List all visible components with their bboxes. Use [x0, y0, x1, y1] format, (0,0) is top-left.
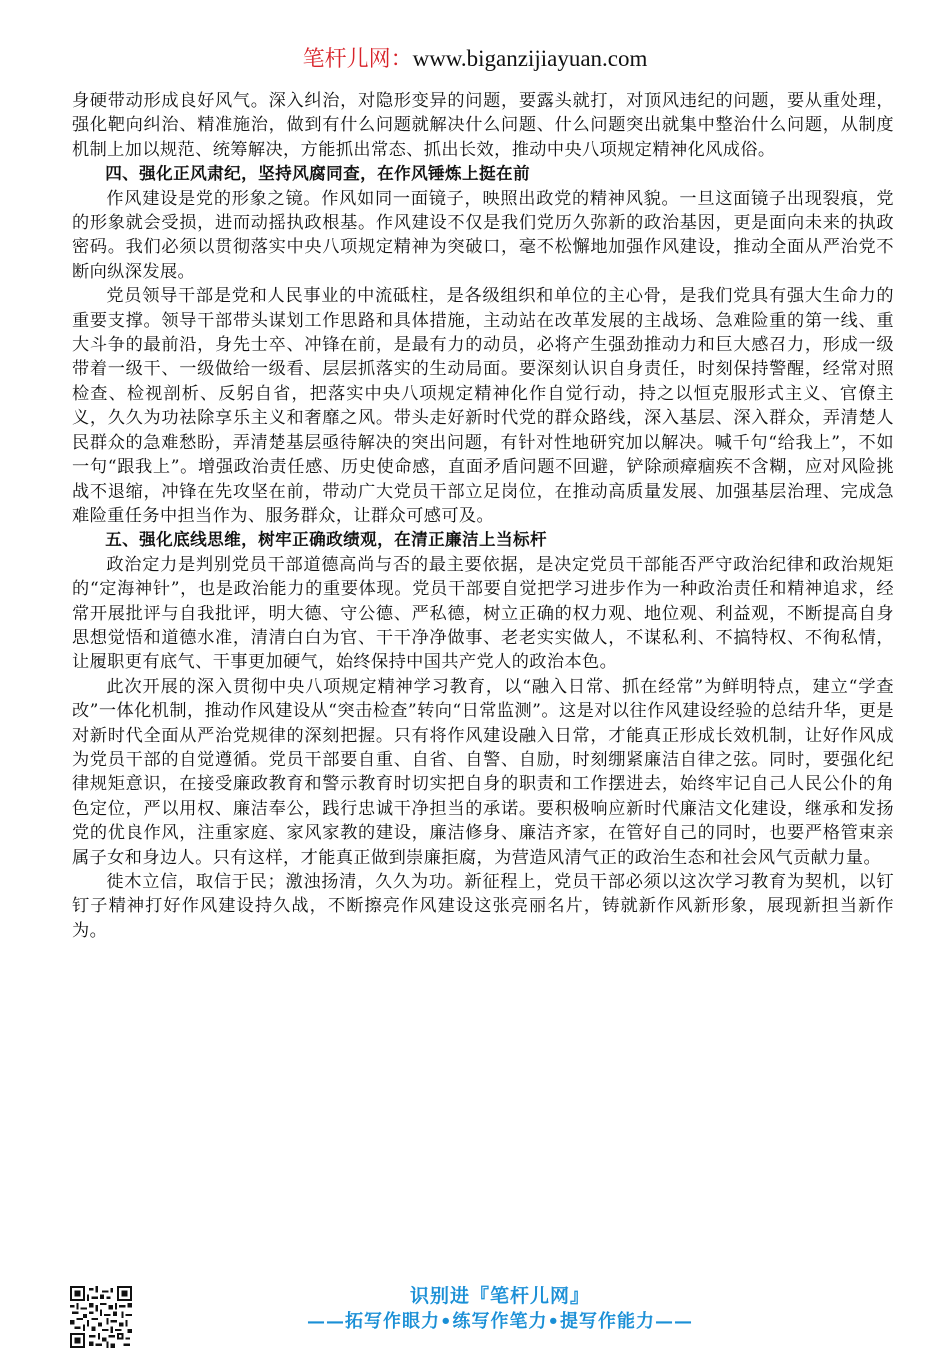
paragraph: 此次开展的深入贯彻中央八项规定精神学习教育，以“融入日常、抓在经常”为鲜明特点，建立“学查改”一体化机制，推动作风建设从“突击检查”转向“日常监测”。这是对以往作风建设经验的总结升华，更是对新时代全面从严治党规律的深刻把握。只有将作风建设融入日常，才能真正形成长效机制，让好作风成为党员干部的自觉遵循。党员干部要自重、自省、自警、自励，时刻绷紧廉洁自律之弦。同时，要强化纪律规矩意识，在接受廉政教育和警示教育时切实把自身的职责和工作摆进去，始终牢记自己人民公仆的角色定位，严以用权、廉洁奉公，践行忠诚干净担当的承诺。要积极响应新时代廉洁文化建设，继承和发扬党的优良作风，注重家庭、家风家教的建设，廉洁修身、廉洁齐家，在管好自己的同时，也要严格管束亲属子女和身边人。只有这样，才能真正做到崇廉拒腐，为营造风清气正的政治生态和社会风气贡献力量。	[72, 676, 894, 868]
qr-code-icon[interactable]	[70, 1286, 132, 1348]
paragraph: 作风建设是党的形象之镜。作风如同一面镜子，映照出政党的精神风貌。一旦这面镜子出现裂痕，党的形象就会受损，进而动摇执政根基。作风建设不仅是我们党历久弥新的政治基因，更是面向未来的执政密码。我们必须以贯彻落实中央八项规定精神为突破口，毫不松懈地加强作风建设，推动全面从严治党不断向纵深发展。	[72, 188, 894, 282]
paragraph: 身硬带动形成良好风气。深入纠治，对隐形变异的问题，要露头就打，对顶风违纪的问题，要从重处理，强化靶向纠治、精准施治，做到有什么问题就解决什么问题、什么问题突出就集中整治什么问题，从制度机制上加以规范、统筹解决，方能抓出常态、抓出长效，推动中央八项规定精神化风成俗。	[72, 91, 894, 160]
page-header	[0, 44, 950, 75]
section-heading: 四、强化正风肃纪，坚持风腐同查，在作风锤炼上挺在前	[105, 164, 531, 184]
site-url[interactable]: www.biganzijiayuan.com	[412, 46, 648, 71]
footer-slogan	[200, 1283, 800, 1335]
footer-title[interactable]: 识别进『笔杆儿网』	[409, 1285, 590, 1307]
document-body	[72, 89, 894, 943]
paragraph: 政治定力是判别党员干部道德高尚与否的最主要依据，是决定党员干部能否严守政治纪律和政治规矩的“定海神针”，也是政治能力的重要体现。党员干部要自觉把学习进步作为一种政治责任和精神追求，经常开展批评与自我批评，明大德、守公德、严私德，树立正确的权力观、地位观、利益观，不断提高自身思想觉悟和道德水准，清清白白为官、干干净净做事、老老实实做人，不谋私利、不搞特权、不徇私情，让履职更有底气、干事更加硬气，始终保持中国共产党人的政治本色。	[72, 554, 894, 673]
site-brand: 笔杆儿网：	[302, 47, 413, 72]
section-heading: 五、强化底线思维，树牢正确政绩观，在清正廉洁上当标杆	[105, 530, 548, 550]
paragraph: 徙木立信，取信于民；激浊扬清，久久为功。新征程上，党员干部必须以这次学习教育为契机，以钉钉子精神打好作风建设持久战，不断擦亮作风建设这张亮丽名片，铸就新作风新形象，展现新担当新作为。	[72, 872, 894, 941]
footer-tagline: ——拓写作眼力•练写作笔力•提写作能力——	[306, 1311, 693, 1332]
paragraph: 党员领导干部是党和人民事业的中流砥柱，是各级组织和单位的主心骨，是我们党具有强大生命力的重要支撑。领导干部带头谋划工作思路和具体措施，主动站在改革发展的主战场、急难险重的第一线、重大斗争的最前沿，身先士卒、冲锋在前，是最有力的动员，必将产生强劲推动力和巨大感召力，形成一级带着一级干、一级做给一级看、层层抓落实的生动局面。要深刻认识自身责任，时刻保持警醒，经常对照检查、检视剖析、反躬自省，把落实中央八项规定精神化作自觉行动，持之以恒克服形式主义、官僚主义，久久为功祛除享乐主义和奢靡之风。带头走好新时代党的群众路线，深入基层、深入群众，弄清楚人民群众的急难愁盼，弄清楚基层亟待解决的突出问题，有针对性地研究加以解决。喊千句“给我上”，不如一句“跟我上”。增强政治责任感、历史使命感，直面矛盾问题不回避，铲除顽瘴痼疾不含糊，应对风险挑战不退缩，冲锋在先攻坚在前，带动广大党员干部立足岗位，在推动高质量发展、加强基层治理、完成急难险重任务中担当作为、服务群众，让群众可感可及。	[72, 286, 894, 526]
